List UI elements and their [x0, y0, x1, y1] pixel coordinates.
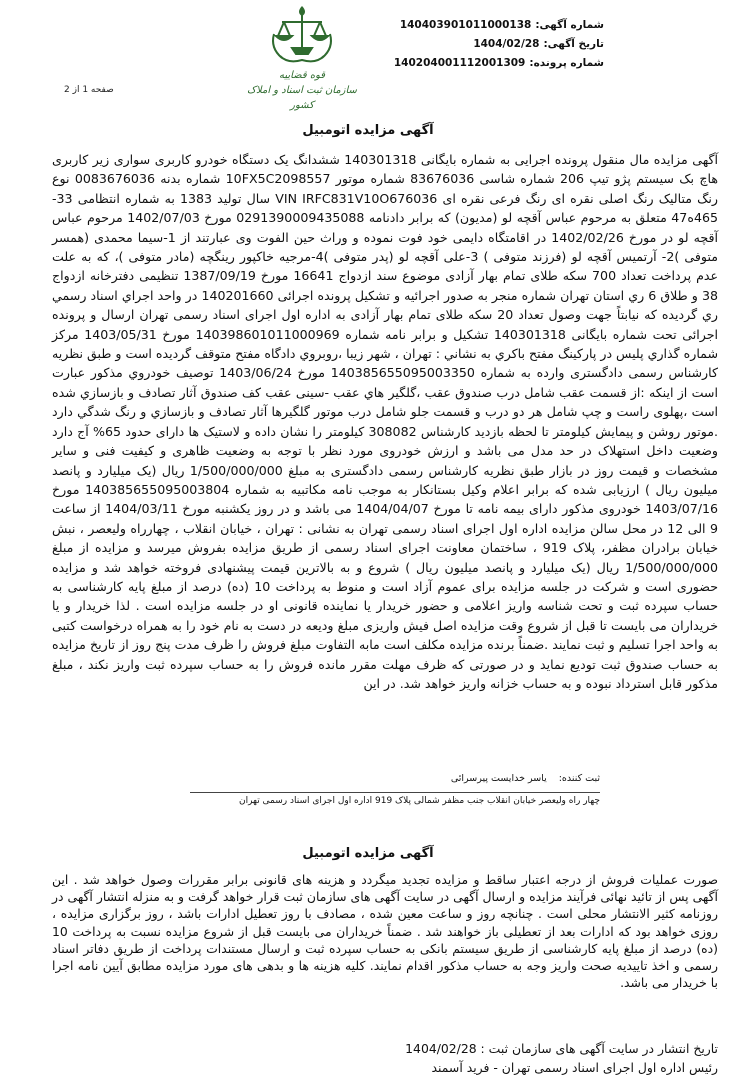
registrar-name: یاسر خدایست پیرسرائی — [450, 773, 547, 784]
file-number-row — [382, 54, 604, 73]
scales-emblem-icon — [268, 4, 336, 66]
registrar-info — [210, 772, 600, 785]
section2-body: صورت عملیات فروش از درجه اعتبار ساقط و مزایده تجدید میگردد و هزینه های قانونی برابر مقررات وصول خواهد شد . این آگهی پس از تائید نهائی فرآیند مزایده و ارسال آگهی در سایت آگهی های سازمان ثبت قرار خواهد گرفت و به منزله انتشار آگهی در روزنامه کثیر الانتشار محلی است . چنانچه روز و ساعت معین شده ، مصادف با روز تعطیل ادارات باشد ، روز برگزاری مزایده ، روزی خواهد بود که ادارات بعد از تعطیلی باز خواهند شد . ضمناً خریداران می بایست قبل از شروع مزایده نسبت به پرداخت 10 (ده) درصد از مبلغ پایه کارشناسی از طریق سیستم بانکی به حساب سپرده ثبت و ارسال مستندات پرداخت از طریق دفاتر اسناد رسمی و اخذ تاییدیه صحت واریز وجه به حساب مذکور اقدام نمایند. کلیه هزینه ها و بدهی های مورد مزایده مطابق آیین نامه اجرا با خریدار می باشد. — [52, 872, 718, 991]
registrar-label: ثبت کننده: — [558, 773, 600, 784]
notice-date-label: تاریخ آگهی: — [543, 38, 604, 50]
publish-date: 1404/02/28 — [405, 1041, 477, 1056]
notice-number: 140403901011000138 — [399, 19, 532, 31]
notice-date-row — [382, 35, 604, 54]
notice-number-label: شماره آگهی: — [535, 19, 604, 31]
registrar-address: چهار راه ولیعصر خیابان انقلاب جنب مظفر شمالی پلاک 919 اداره اول اجرای اسناد رسمی تهران — [238, 796, 600, 806]
page-number: صفحه 1 از 2 — [64, 85, 114, 95]
file-number: 140204001112001309 — [393, 57, 526, 69]
publish-label: تاریخ انتشار در سایت آگهی های سازمان ثبت : — [480, 1041, 718, 1056]
file-number-label: شماره پرونده: — [529, 57, 604, 69]
section1-title: آگهی مزایده اتومبیل — [302, 123, 434, 138]
organization-name — [245, 68, 359, 113]
section2-title: آگهی مزایده اتومبیل — [302, 846, 434, 861]
organization-line1: قوه قضاییه — [278, 70, 326, 81]
organization-line2: سازمان ثبت اسناد و املاک کشور — [247, 85, 357, 111]
notice-date: 1404/02/28 — [473, 38, 540, 50]
signature-line: رئیس اداره اول اجرای اسناد رسمی تهران - فرید آسمند — [431, 1060, 718, 1075]
notice-metadata — [382, 16, 604, 73]
notice-number-row — [382, 16, 604, 35]
publish-date-line — [52, 1041, 718, 1056]
section1-body: آگهی مزایده مال منقول پرونده اجرایی به شماره بایگانی 140301318 ششدانگ یک دستگاه خودرو کاربری سواری زیر کاربری هاچ بک سیستم پژو تیپ 206 شماره شاسی 83676036 شماره موتور 10FX5C2098557 شماره بدنه 0083676036 نوع رنگ متالیک رنگ اصلی نقره ای رنگ فرعی نقره ای VIN IRFC831V10O676036 سال تولید 1383 به شماره انتظامی 33-465ه47 متعلق به مرحوم عباس آقچه لو (مدیون) که برابر دادنامه 0291390009435088 مورخ 1402/07/03 مرحوم عباس آقچه لو در مورخ 1402/02/26 در اقامتگاه دایمی خود فوت نموده و وراث حین الفوت وی عبارتند از 1-سیما محمدی (همسر متوفی )2- آرتمیس آقچه لو (فرزند متوفی ) 3-علی آقچه لو (پدر متوفی )4-مرجیه خاکپور رینگچه (مادر متوفی )، که به علت عدم پرداخت تعداد 700 سکه طلای تمام بهار آزادی موضوع سند ازدواج 16641 مورخ 1387/09/19 تنظیمی دفترخانه ازدواج 38 و طلاق 6 ري استان تهران شماره منجر به صدور اجرائیه و تشکیل پرونده اجرائی 140201660 در واحد اجراي اسناد رسمي ري گردیده که نیابتاً جهت وصول تعداد 20 سکه طلای تمام بهار آزادی به اداره اول اجرای اسناد رسمی تهران ارسال و پرونده اجرائی تحت شماره بایگانی 140301318 تشکیل و برابر نامه شماره 140398601011000969 مورخ 1403/05/31 مرکز شماره گذاري پلیس در پارکینگ مفتح باکري به نشاني : تهران ، شهر زیبا ،روبروي دادگاه مفتح متوقف گردیده است و طبق نظریه کارشناس رسمی دادگستری وارده به شماره 140385655095003350 مورخ 1403/06/24 توصیف خودروي مذکور عبارت است از اینکه :از قسمت عقب شامل درب صندوق عقب ،گلگیر هاي عقب -سینی عقب کف صندوق آثار تصادف و بازسازي شده است ،پهلوی راست و چپ شامل هر دو درب و قسمت جلو شامل درب موتور گلگیرها آثار تصادف و بازسازي و رنگ شدگي دارد .موتور روشن و پیمایش کیلومتر تا لحظه بازدید کارشناس 308082 کیلومتر را نشان داده و لاستیک ها دارای حدود 65% آج دارد وضعیت داخل استهلاک در حد مدل می باشد و ارزش خودروی مورد نظر با توجه به وضعیت ظاهری و کیفیت فنی و سایر مشخصات و قیمت روز در بازار طبق نظریه کارشناس رسمی دادگستری به مبلغ 1/500/000/000 ریال (یک میلیارد و پانصد میلیون ریال ) ارزیابی شده که برابر اعلام وکیل بستانکار به موجب نامه مکاتبیه به شماره 140385655095003804 مورخ 1403/07/16 خودروی مذکور دارای بیمه نامه تا مورخ 1404/04/07 می باشد و در روز یکشنبه مورخ 1404/03/11 از ساعت 9 الی 12 در محل سالن مزایده اداره اول اجرای اسناد رسمی تهران به نشانی : تهران ، خیابان انقلاب ، چهارراه ولیعصر ، نبش خیابان برادران مظفر، پلاک 919 ، ساختمان معاونت اجرای اسناد رسمی از طریق مزایده بفروش میرسد و مزایده از مبلغ 1/500/000/000 ریال (یک میلیارد و پانصد میلیون ریال ) شروع و به بالاترین قیمت پیشنهادی فروخته خواهد شد و مزایده حضوری است و شرکت در جلسه مزایده برای عموم آزاد است و منوط به پرداخت 10 (ده) درصد از مبلغ پایه کارشناسی به حساب سپرده ثبت و تحت شناسه واریز اعلامی و حضور خریدار یا نماینده قانونی او در جلسه مزایده است . لذا خریدار و یا خریداران می بایست تا قبل از شروع وقت مزایده اصل فیش واریزی مبلغ ودیعه در دست به نام خود را به همراه درخواست کتبی به واحد اجرا تسلیم و ثبت نمایند .ضمناً برنده مزایده مکلف است مابه التفاوت مبلغ فروش را ظرف مدت پنج روز از تاریخ مزایده به حساب صندوق ثبت تودیع نماید و در صورتی که ظرف مهلت مقرر مانده فروش را به حساب سپرده ثبت واریز نکند ، مبلغ مذکور قابل استرداد نبوده و به حساب خزانه واریز خواهد شد. در این — [52, 152, 719, 691]
divider — [190, 792, 600, 793]
